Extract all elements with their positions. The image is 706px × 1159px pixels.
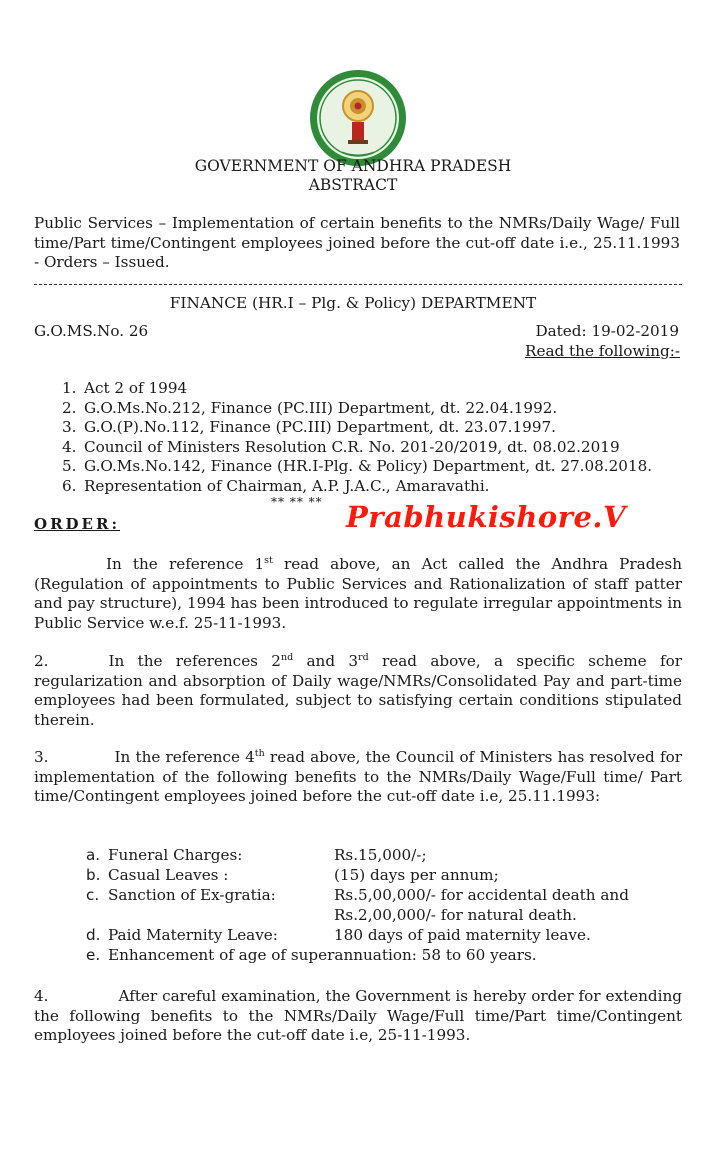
dashed-divider [34, 284, 682, 285]
reference-item: 5. G.O.Ms.No.142, Finance (HR.I-Plg. & Policy) Department, dt. 27.08.2018. [62, 457, 653, 476]
read-following-label: Read the following:- [525, 342, 680, 360]
benefit-item: b. Casual Leaves : (15) days per annum; [86, 866, 499, 884]
reference-item: 6. Representation of Chairman, A.P. J.A.C., Amaravathi. [62, 476, 490, 495]
benefit-item: c. Sanction of Ex-gratia: Rs.5,00,000/- for accidental death and [86, 886, 629, 904]
benefit-item: d. Paid Maternity Leave: 180 days of paid maternity leave. [86, 926, 591, 944]
benefits-list [86, 845, 686, 965]
state-emblem-seal [308, 68, 408, 168]
paragraph-4: 4. After careful examination, the Government is hereby order for extending the following benefits to the NMRs/Daily Wage/Full time/Part time/Contingent employees joined before the cut-off date i.e, 25-11-1993. [34, 987, 682, 1045]
department-name: FINANCE (HR.I – Plg. & Policy) DEPARTMENT [169, 294, 537, 312]
go-date: Dated: 19-02-2019 [535, 322, 679, 340]
reference-item: 1. Act 2 of 1994 [62, 379, 188, 397]
go-number: G.O.MS.No. 26 [34, 322, 149, 340]
order-heading: ORDER: [34, 515, 120, 533]
reference-item: 4. Council of Ministers Resolution C.R. No. 201-20/2019, dt. 08.02.2019 [62, 437, 620, 456]
benefit-item: a. Funeral Charges: Rs.15,000/-; [86, 846, 427, 864]
watermark-signature: Prabhukishore.V [346, 500, 627, 534]
benefit-item-continued: Rs.2,00,000/- for natural death. [334, 906, 577, 924]
separator-stars: ** ** ** [271, 495, 323, 509]
benefit-item: e. Enhancement of age of superannuation: 58 to 60 years. [86, 946, 537, 964]
abstract-heading: ABSTRACT [308, 176, 398, 194]
government-heading: GOVERNMENT OF ANDHRA PRADESH [194, 157, 512, 175]
paragraph-3: 3. In the reference 4th read above, the Council of Ministers has resolved for implementation of the following benefits to the NMRs/Daily Wage/Full time/ Part time/Contingent employees joined before the cut-off date i.e, 25.11.1993: [34, 748, 682, 806]
abstract-subject: Public Services – Implementation of certain benefits to the NMRs/Daily Wage/ Full time/Part time/Contingent employees joined before the cut-off date i.e., 25.11.1993 - Orders – Issued. [34, 214, 680, 271]
paragraph-2: 2. In the references 2nd and 3rd read above, a specific scheme for regularization and absorption of Daily wage/NMRs/Consolidated Pay and part-time employees had been formulated, subject to satisfying certain conditions stipulated therein. [34, 652, 682, 729]
reference-item: 3. G.O.(P).No.112, Finance (PC.III) Department, dt. 23.07.1997. [62, 418, 556, 437]
paragraph-1: In the reference 1st read above, an Act called the Andhra Pradesh (Regulation of appointments to Public Services and Rationalization of staff patter and pay structure), 1994 has been introduced to regulate irregular appointments in Public Service w.e.f. 25-11-1993. [34, 555, 682, 632]
reference-item: 2. G.O.Ms.No.212, Finance (PC.III) Department, dt. 22.04.1992. [62, 398, 558, 417]
reference-list [62, 379, 652, 497]
